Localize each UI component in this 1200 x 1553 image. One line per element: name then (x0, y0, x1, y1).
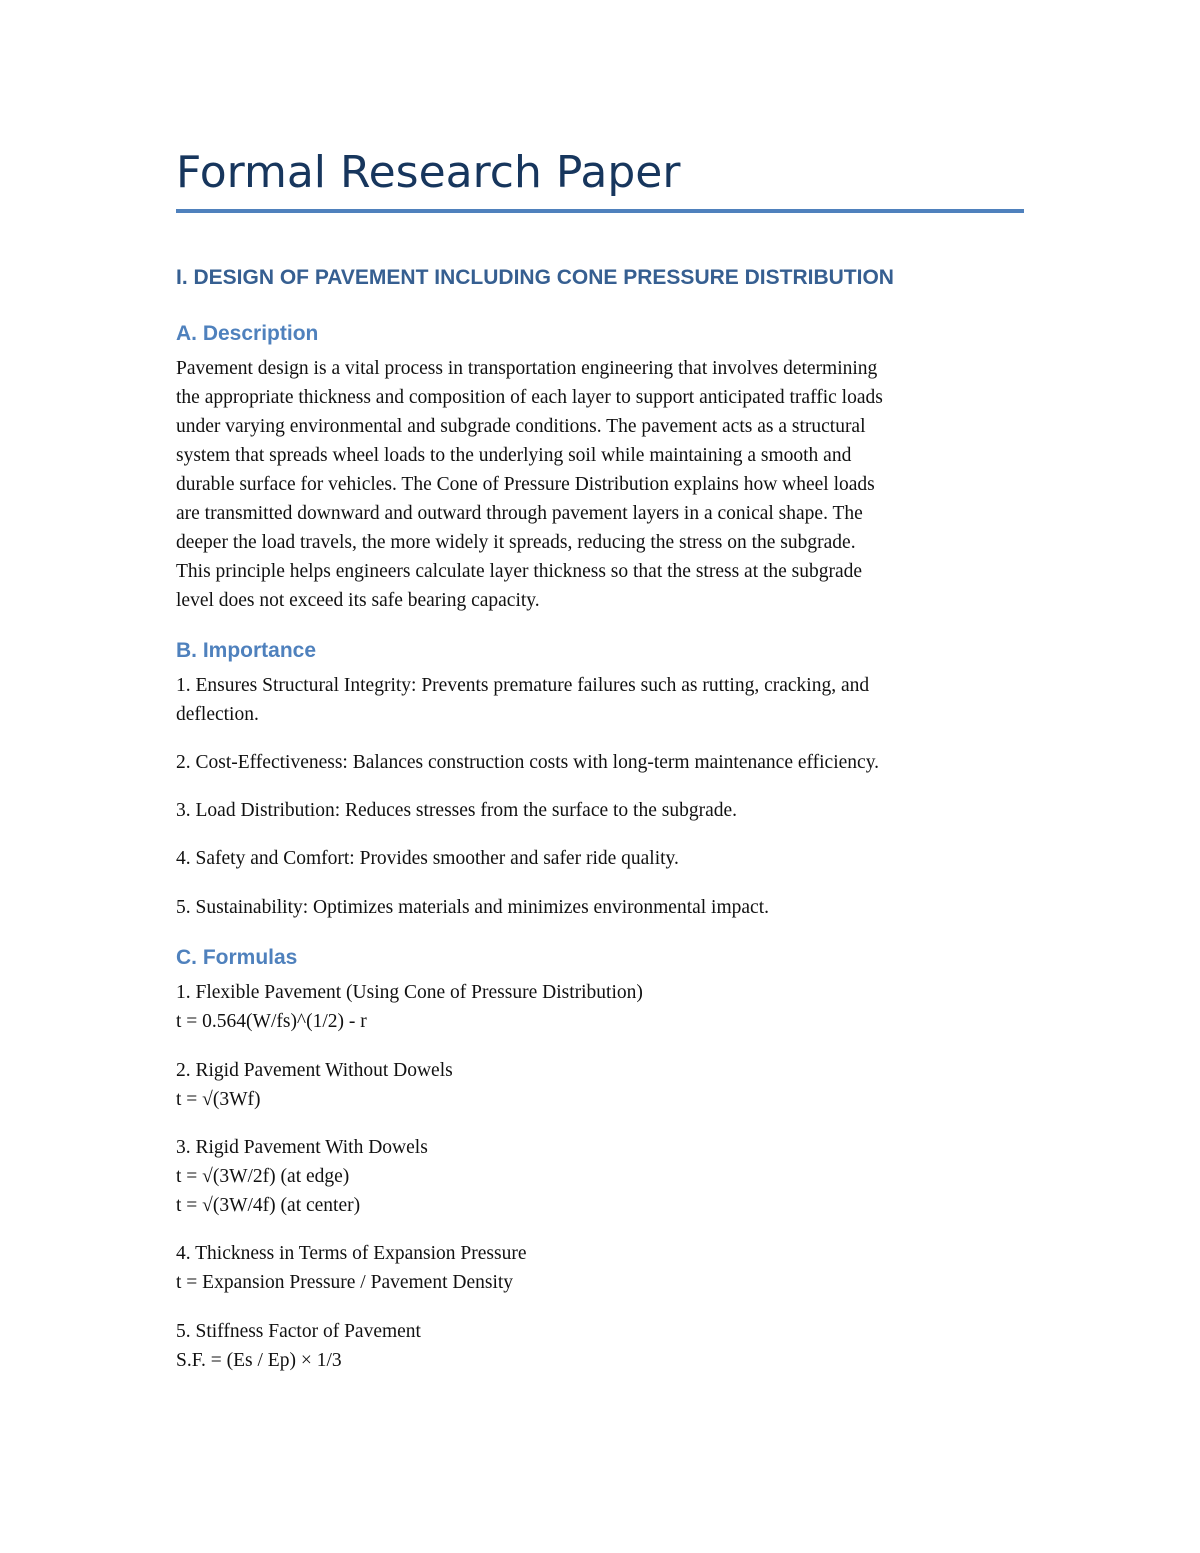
importance-item-line: 4. Safety and Comfort: Provides smoother and safer ride quality. (176, 848, 679, 869)
title-divider (176, 209, 1024, 213)
formula-label: 2. Rigid Pavement Without Dowels (176, 1060, 453, 1081)
formula-item (176, 1133, 1024, 1220)
description-line: deeper the load travels, the more widely it spreads, reducing the stress on the subgrade. (176, 532, 856, 553)
description-line: Pavement design is a vital process in transportation engineering that involves determining (176, 358, 878, 379)
formula-expression: S.F. = (Es / Ep) × 1/3 (176, 1350, 342, 1371)
importance-item-line: 3. Load Distribution: Reduces stresses from the surface to the subgrade. (176, 800, 738, 821)
formula-expression: t = √(3Wf) (176, 1089, 261, 1110)
description-line: level does not exceed its safe bearing capacity. (176, 590, 540, 611)
importance-item (176, 844, 1024, 873)
formula-label: 3. Rigid Pavement With Dowels (176, 1137, 428, 1158)
importance-item-line: 2. Cost-Effectiveness: Balances construction costs with long-term maintenance efficiency. (176, 752, 880, 773)
formula-item (176, 1239, 1024, 1297)
description-paragraph (176, 354, 1024, 615)
importance-item-line: 1. Ensures Structural Integrity: Prevents premature failures such as rutting, cracking, and (176, 675, 870, 696)
description-heading: A. Description (176, 322, 319, 345)
formula-item (176, 1317, 1024, 1375)
importance-item (176, 796, 1024, 825)
formula-label: 4. Thickness in Terms of Expansion Pressure (176, 1243, 527, 1264)
formula-expression: t = √(3W/2f) (at edge) (176, 1166, 350, 1187)
formula-label: 5. Stiffness Factor of Pavement (176, 1321, 421, 1342)
formula-expression: t = Expansion Pressure / Pavement Density (176, 1272, 514, 1293)
formulas-heading: C. Formulas (176, 946, 298, 969)
formula-expression: t = √(3W/4f) (at center) (176, 1195, 361, 1216)
importance-item (176, 893, 1024, 922)
description-line: durable surface for vehicles. The Cone of Pressure Distribution explains how wheel loads (176, 474, 875, 495)
importance-item-line: deflection. (176, 704, 259, 725)
importance-item (176, 748, 1024, 777)
importance-item-line: 5. Sustainability: Optimizes materials and minimizes environmental impact. (176, 897, 769, 918)
document-title: Formal Research Paper (176, 147, 681, 198)
formula-item (176, 978, 1024, 1036)
importance-heading: B. Importance (176, 639, 317, 662)
description-line: This principle helps engineers calculate layer thickness so that the stress at the subgrade (176, 561, 863, 582)
description-line: system that spreads wheel loads to the underlying soil while maintaining a smooth and (176, 445, 852, 466)
section-heading: I. DESIGN OF PAVEMENT INCLUDING CONE PRESSURE DISTRIBUTION (176, 266, 894, 289)
description-line: under varying environmental and subgrade conditions. The pavement acts as a structural (176, 416, 866, 437)
description-line: the appropriate thickness and composition of each layer to support anticipated traffic loads (176, 387, 883, 408)
formula-label: 1. Flexible Pavement (Using Cone of Pressure Distribution) (176, 982, 643, 1003)
formula-expression: t = 0.564(W/fs)^(1/2) - r (176, 1011, 367, 1032)
description-line: are transmitted downward and outward through pavement layers in a conical shape. The (176, 503, 863, 524)
importance-item (176, 671, 1024, 729)
formula-item (176, 1056, 1024, 1114)
